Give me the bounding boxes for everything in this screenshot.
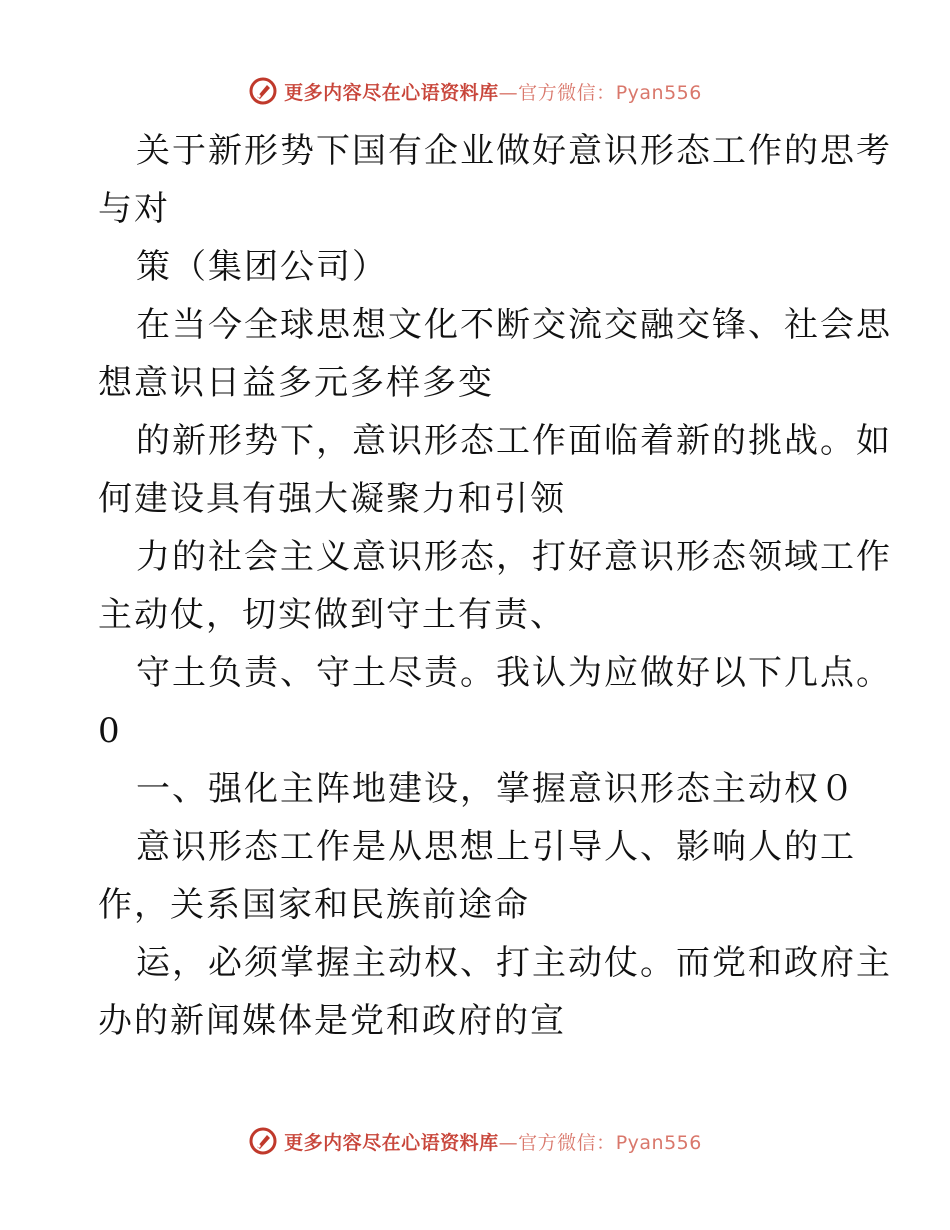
paragraph-line: 0 — [98, 711, 122, 751]
paragraph-line: 作，关系国家和民族前途命 — [98, 885, 530, 925]
watermark-site-name: 更多内容尽在心语资料库 — [284, 1131, 499, 1154]
watermark-wechat-label: 官方微信： — [518, 81, 616, 104]
watermark-dash: — — [498, 81, 519, 104]
watermark-site-name: 更多内容尽在心语资料库 — [284, 81, 499, 104]
paragraph-line: 办的新闻媒体是党和政府的宣 — [98, 1001, 566, 1041]
footer-watermark — [0, 1121, 950, 1161]
pen-nib-circle-icon — [248, 1126, 278, 1156]
paragraph-line: 力的社会主义意识形态，打好意识形态领域工作 — [136, 537, 892, 577]
paragraph-line: 意识形态工作是从思想上引导人、影响人的工 — [136, 827, 856, 867]
watermark-wechat-label: 官方微信： — [518, 1131, 616, 1154]
paragraph-line: 想意识日益多元多样多变 — [98, 363, 494, 403]
title-line: 策（集团公司） — [136, 247, 388, 287]
watermark-text — [284, 1128, 702, 1155]
watermark-text — [284, 78, 702, 105]
title-line: 与对 — [98, 189, 170, 229]
paragraph-line: 守土负责、守土尽责。我认为应做好以下几点。 — [136, 653, 892, 693]
header-watermark — [0, 71, 950, 111]
watermark-dash: — — [498, 1131, 519, 1154]
watermark-handle: Pyan556 — [615, 1131, 702, 1154]
paragraph-line: 的新形势下，意识形态工作面临着新的挑战。如 — [136, 421, 892, 461]
paragraph-line: 在当今全球思想文化不断交流交融交锋、社会思 — [136, 305, 892, 345]
title-line: 关于新形势下国有企业做好意识形态工作的思考 — [136, 131, 892, 171]
paragraph-line: 运，必须掌握主动权、打主动仗。而党和政府主 — [136, 943, 892, 983]
paragraph-line: 主动仗，切实做到守土有责、 — [98, 595, 566, 635]
paragraph-line: 何建设具有强大凝聚力和引领 — [98, 479, 566, 519]
watermark-handle: Pyan556 — [615, 81, 702, 104]
section-heading: 一、强化主阵地建设，掌握意识形态主动权０ — [136, 769, 856, 809]
document-body — [98, 122, 892, 1050]
pen-nib-circle-icon — [248, 76, 278, 106]
